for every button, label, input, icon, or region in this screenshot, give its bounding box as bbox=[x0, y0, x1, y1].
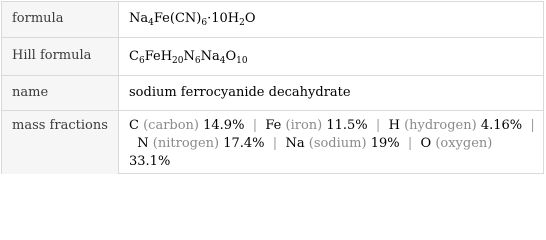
formula-text: Fe(CN) bbox=[153, 11, 202, 26]
element-symbol: Na bbox=[285, 136, 305, 151]
element-name: (iron) bbox=[281, 118, 323, 133]
formula-text: FeH bbox=[144, 49, 173, 64]
element-percent: 17.4% bbox=[219, 136, 265, 151]
name-row bbox=[2, 75, 543, 111]
mass-fraction-item bbox=[137, 136, 264, 151]
hill-formula-value bbox=[129, 48, 537, 66]
mass-fractions-value bbox=[129, 117, 537, 171]
mass-fraction-item bbox=[129, 118, 244, 133]
formula-text: Na bbox=[129, 11, 149, 26]
element-symbol: Fe bbox=[265, 118, 282, 133]
element-symbol: O bbox=[420, 136, 432, 151]
hill-formula-row bbox=[2, 37, 543, 76]
element-name: (sodium) bbox=[304, 136, 367, 151]
name-label: name bbox=[12, 85, 49, 100]
formula-label: formula bbox=[12, 11, 64, 26]
element-name: (nitrogen) bbox=[148, 136, 220, 151]
element-percent: 11.5% bbox=[322, 118, 368, 133]
mass-fraction-item bbox=[285, 136, 399, 151]
separator: | bbox=[244, 118, 266, 133]
formula-subscript: 20 bbox=[172, 56, 184, 66]
element-name: (oxygen) bbox=[431, 136, 493, 151]
mass-fractions-row bbox=[2, 110, 543, 174]
properties-table bbox=[1, 1, 544, 174]
name-value: sodium ferrocyanide decahydrate bbox=[129, 85, 351, 100]
formula-text: N bbox=[183, 49, 195, 64]
hill-formula-label: Hill formula bbox=[12, 48, 92, 63]
formula-text: C bbox=[129, 49, 139, 64]
element-percent: 14.9% bbox=[199, 118, 245, 133]
mass-fraction-item bbox=[389, 118, 523, 133]
separator: | bbox=[129, 118, 535, 151]
element-symbol: N bbox=[137, 136, 149, 151]
formula-text: ·10H bbox=[207, 11, 240, 26]
formula-subscript: 10 bbox=[236, 56, 248, 66]
formula-text: O bbox=[225, 49, 237, 64]
separator: | bbox=[399, 136, 421, 151]
element-percent: 33.1% bbox=[129, 154, 171, 169]
mass-fraction-item bbox=[265, 118, 367, 133]
formula-subscript: 2 bbox=[239, 18, 245, 28]
formula-text: Na bbox=[200, 49, 220, 64]
formula-value bbox=[129, 10, 537, 28]
formula-subscript: 6 bbox=[138, 56, 145, 66]
element-symbol: H bbox=[388, 118, 400, 133]
element-percent: 19% bbox=[366, 136, 400, 151]
formula-row bbox=[2, 2, 543, 37]
formula-subscript: 6 bbox=[194, 56, 201, 66]
separator: | bbox=[264, 136, 286, 151]
element-percent: 4.16% bbox=[476, 118, 523, 133]
formula-subscript: 4 bbox=[148, 18, 154, 28]
mass-fractions-label: mass fractions bbox=[12, 118, 108, 133]
element-symbol: C bbox=[129, 118, 139, 133]
element-name: (carbon) bbox=[138, 118, 199, 133]
element-name: (hydrogen) bbox=[399, 118, 477, 133]
formula-text: O bbox=[244, 11, 256, 26]
formula-subscript: 6 bbox=[201, 18, 208, 28]
formula-subscript: 4 bbox=[219, 56, 226, 66]
separator: | bbox=[367, 118, 389, 133]
